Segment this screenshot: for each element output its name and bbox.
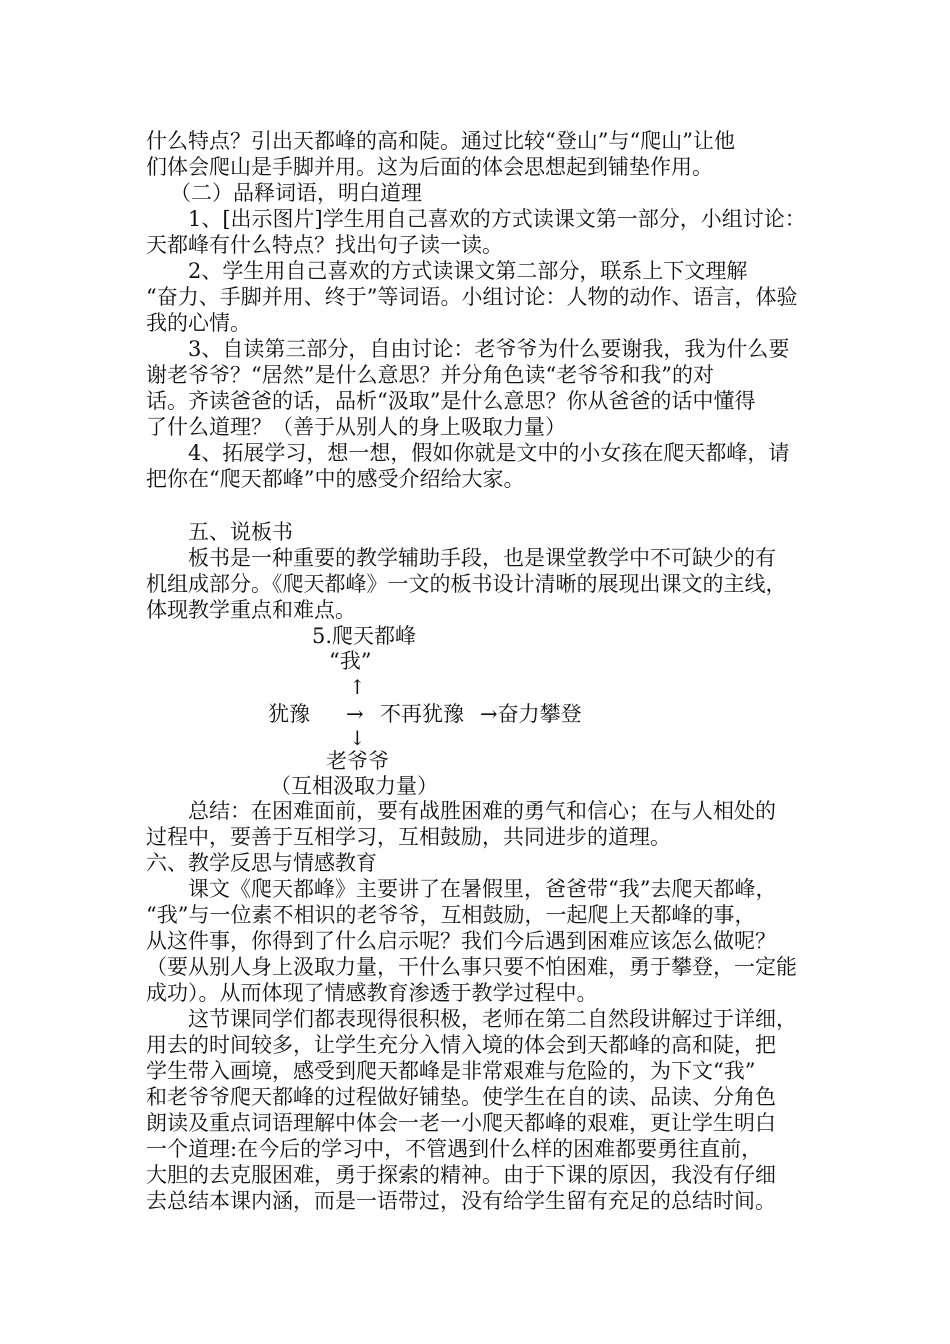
paragraph-line: 和老爷爷爬天都峰的过程做好铺垫。使学生在自的读、品读、分角色 — [146, 1085, 776, 1109]
arrow-up-icon: ↑ — [349, 675, 366, 699]
paragraph-line: 3、自读第三部分，自由讨论：老爷爷为什么要谢我，我为什么要 — [188, 337, 790, 361]
paragraph-line: 天都峰有什么特点？找出句子读一读。 — [146, 233, 503, 257]
paragraph-line: 从这件事，你得到了什么启示呢？我们今后遇到困难应该怎么做呢？ — [146, 929, 776, 953]
paragraph-line: 朗读及重点词语理解中体会一老一小爬天都峰的艰难，更让学生明白 — [146, 1111, 776, 1135]
paragraph-line: 这节课同学们都表现得很积极，老师在第二自然段讲解过于详细， — [188, 1007, 797, 1031]
paragraph-line: 把你在“爬天都峰”中的感受介绍给大家。 — [146, 467, 525, 491]
section-heading: 六、教学反思与情感教育 — [146, 851, 377, 875]
paragraph-line: 过程中，要善于互相学习，互相鼓励，共同进步的道理。 — [146, 825, 671, 849]
paragraph-line: 体现教学重点和难点。 — [146, 598, 356, 622]
paragraph-line: 们体会爬山是手脚并用。这为后面的体会思想起到铺垫作用。 — [146, 155, 713, 179]
board-right-label: →奋力攀登 — [480, 702, 582, 726]
paragraph-line: 用去的时间较多，让学生充分入情入境的体会到天都峰的高和陡，把 — [146, 1033, 776, 1057]
paragraph-line: （要从别人身上汲取力量，干什么事只要不怕困难，勇于攀登，一定能 — [146, 955, 797, 979]
paragraph-line: 学生带入画境，感受到爬天都峰是非常艰难与危险的，为下文“我” — [146, 1059, 756, 1083]
paragraph-line: “奋力、手脚并用、终于”等词语。小组讨论：人物的动作、语言，体验 — [146, 285, 798, 309]
paragraph-line: 板书是一种重要的教学辅助手段，也是课堂教学中不可缺少的有 — [188, 546, 776, 570]
paragraph-line: 谢老爷爷？“居然”是什么意思？并分角色读“老爷爷和我”的对 — [146, 363, 714, 387]
paragraph-line: 成功）。从而体现了情感教育渗透于教学过程中。 — [146, 981, 598, 1005]
section-heading: （二）品释词语，明白道理 — [170, 181, 422, 205]
paragraph-line: 一个道理:在今后的学习中，不管遇到什么样的困难都要勇往直前， — [146, 1137, 763, 1161]
paragraph-line: 去总结本课内涵，而是一语带过，没有给学生留有充足的总结时间。 — [146, 1189, 776, 1213]
paragraph-line: “我”与一位素不相识的老爷爷，互相鼓励，一起爬上天都峰的事， — [146, 903, 756, 927]
board-middle-label: 不再犹豫 — [380, 702, 464, 726]
paragraph-line: 话。齐读爸爸的话，品析“汲取”是什么意思？你从爸爸的话中懂得 — [146, 389, 756, 413]
section-heading: 五、说板书 — [188, 520, 293, 544]
paragraph-line: 课文《爬天都峰》主要讲了在暑假里，爸爸带“我”去爬天都峰， — [188, 877, 777, 901]
arrow-down-icon: ↓ — [349, 726, 366, 750]
paragraph-line: 了什么道理？（善于从别人的身上吸取力量） — [146, 415, 566, 439]
board-bottom-label: 老爷爷 — [326, 749, 389, 773]
board-top-label: “我” — [329, 649, 372, 673]
board-note: （互相汲取力量） — [270, 774, 438, 798]
paragraph-line: 我的心情。 — [146, 311, 251, 335]
paragraph-line: 1、[出示图片]学生用自己喜欢的方式读课文第一部分，小组讨论： — [188, 207, 806, 231]
paragraph-line: 大胆的去克服困难，勇于探索的精神。由于下课的原因，我没有仔细 — [146, 1163, 776, 1187]
arrow-right-icon: → — [346, 702, 364, 726]
paragraph-line: 2、学生用自己喜欢的方式读课文第二部分，联系上下文理解 — [188, 259, 748, 283]
paragraph-line: 4、拓展学习，想一想，假如你就是文中的小女孩在爬天都峰，请 — [188, 441, 790, 465]
paragraph-line: 什么特点？引出天都峰的高和陡。通过比较“登山”与“爬山”让他 — [146, 129, 735, 153]
paragraph-line: 机组成部分。《爬天都峰》一文的板书设计清晰的展现出课文的主线， — [146, 572, 787, 596]
board-left-label: 犹豫 — [268, 702, 310, 726]
board-title: 5.爬天都峰 — [312, 624, 417, 648]
paragraph-line: 总结：在困难面前，要有战胜困难的勇气和信心；在与人相处的 — [188, 799, 776, 823]
